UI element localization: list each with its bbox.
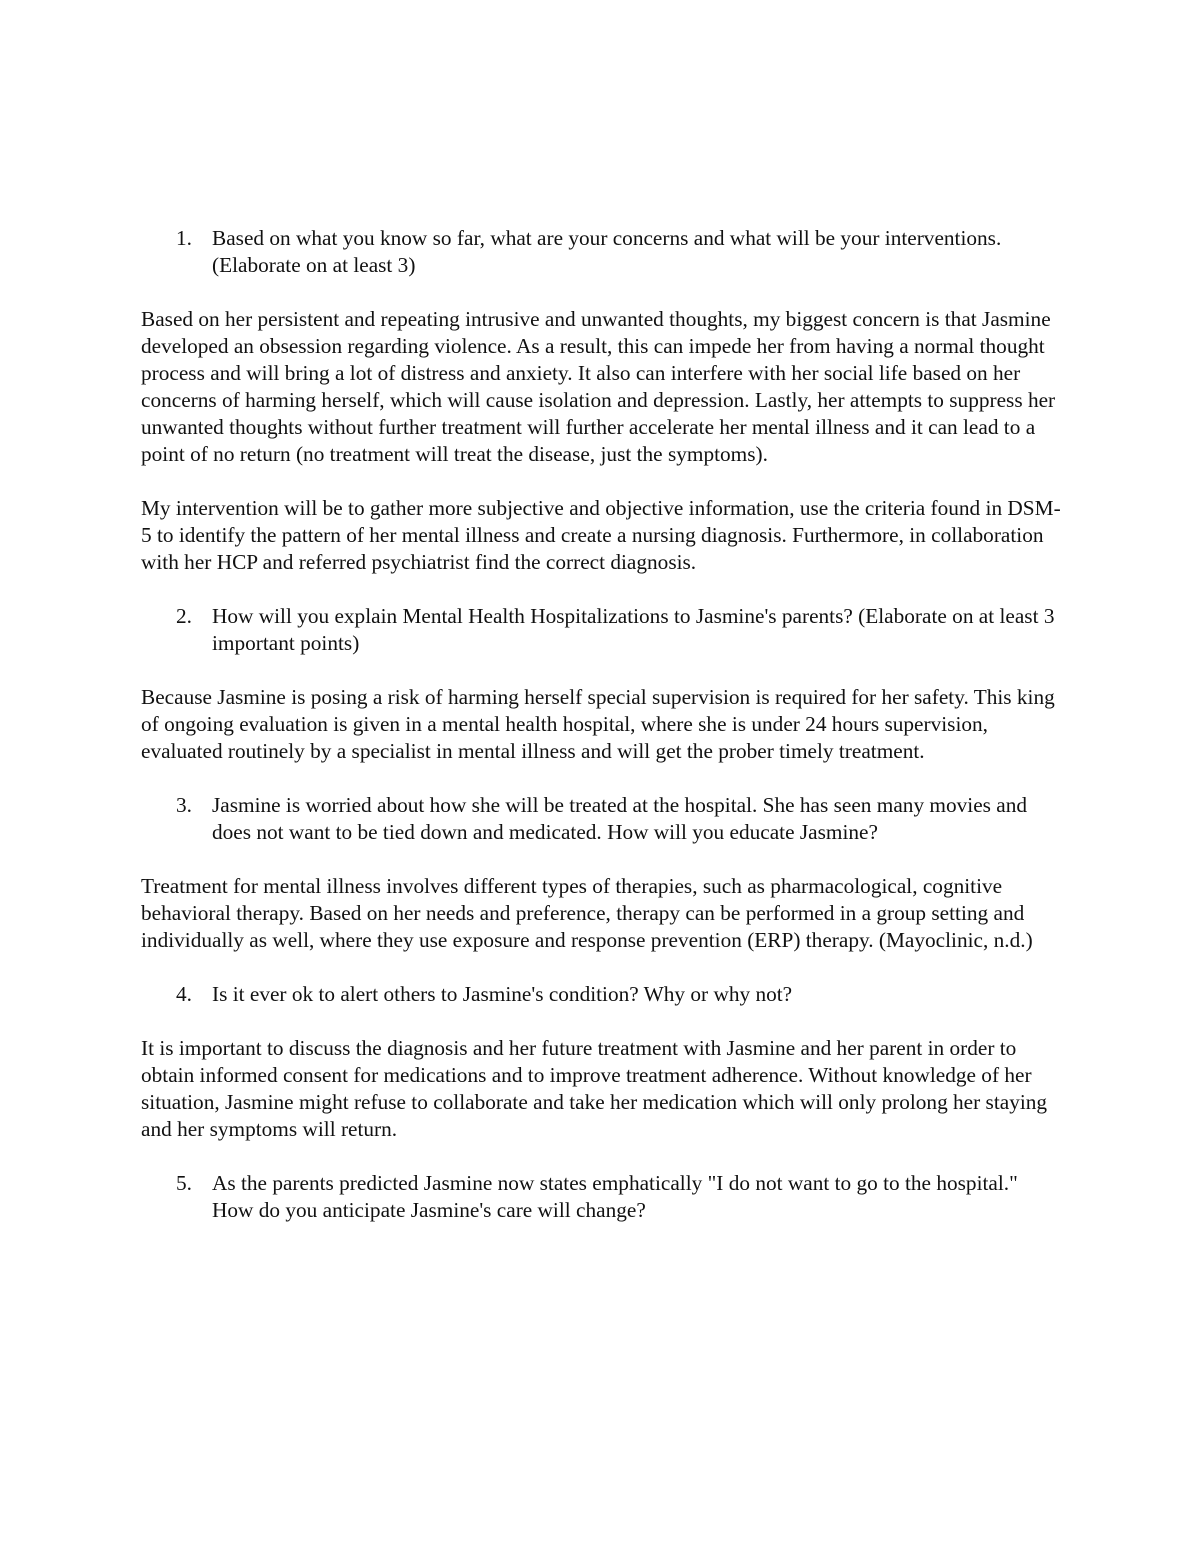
question-number: 2. xyxy=(176,604,192,628)
question-1 xyxy=(141,225,1061,279)
question-text: As the parents predicted Jasmine now states emphatically "I do not want to go to the hospital." How do you anticipate Jasmine's care will change? xyxy=(212,1171,1018,1222)
question-text: Is it ever ok to alert others to Jasmine's condition? Why or why not? xyxy=(212,982,793,1006)
question-5 xyxy=(141,1170,1061,1224)
question-text: Jasmine is worried about how she will be treated at the hospital. She has seen many movies and does not want to be tied down and medicated. How will you educate Jasmine? xyxy=(212,793,1028,844)
question-number: 5. xyxy=(176,1171,192,1195)
question-number: 4. xyxy=(176,982,192,1006)
answer-paragraph: It is important to discuss the diagnosis and her future treatment with Jasmine and her parent in order to obtain informed consent for medications and to improve treatment adherence. Without knowledge of her situation, Jasmine might refuse to collaborate and take her medication which will only prolong her staying and her symptoms will return. xyxy=(141,1036,1048,1141)
question-number: 3. xyxy=(176,793,192,817)
question-text: How will you explain Mental Health Hospitalizations to Jasmine's parents? (Elaborate on at least 3 important points) xyxy=(212,604,1055,655)
question-number: 1. xyxy=(176,226,192,250)
question-3 xyxy=(141,792,1061,846)
question-4 xyxy=(141,981,1061,1008)
document-body xyxy=(141,225,1061,1251)
answer-paragraph: Treatment for mental illness involves different types of therapies, such as pharmacological, cognitive behavioral therapy. Based on her needs and preference, therapy can be performed in a group setting and individually as well, where they use exposure and response prevention (ERP) therapy. (Mayoclinic, n.d.) xyxy=(141,874,1033,952)
answer-paragraph: Based on her persistent and repeating intrusive and unwanted thoughts, my biggest concern is that Jasmine developed an obsession regarding violence. As a result, this can impede her from having a normal thought process and will bring a lot of distress and anxiety. It also can interfere with her social life based on her concerns of harming herself, which will cause isolation and depression. Lastly, her attempts to suppress her unwanted thoughts without further treatment will further accelerate her mental illness and it can lead to a point of no return (no treatment will treat the disease, just the symptoms). xyxy=(141,307,1056,466)
answer-paragraph: Because Jasmine is posing a risk of harming herself special supervision is required for her safety. This king of ongoing evaluation is given in a mental health hospital, where she is under 24 hours supervision, evaluated routinely by a specialist in mental illness and will get the prober timely treatment. xyxy=(141,685,1055,763)
question-text: Based on what you know so far, what are your concerns and what will be your interventions. (Elaborate on at least 3) xyxy=(212,226,1002,277)
answer-paragraph: My intervention will be to gather more subjective and objective information, use the criteria found in DSM-5 to identify the pattern of her mental illness and create a nursing diagnosis. Furthermore, in collaboration with her HCP and referred psychiatrist find the correct diagnosis. xyxy=(141,496,1061,574)
question-2 xyxy=(141,603,1061,657)
